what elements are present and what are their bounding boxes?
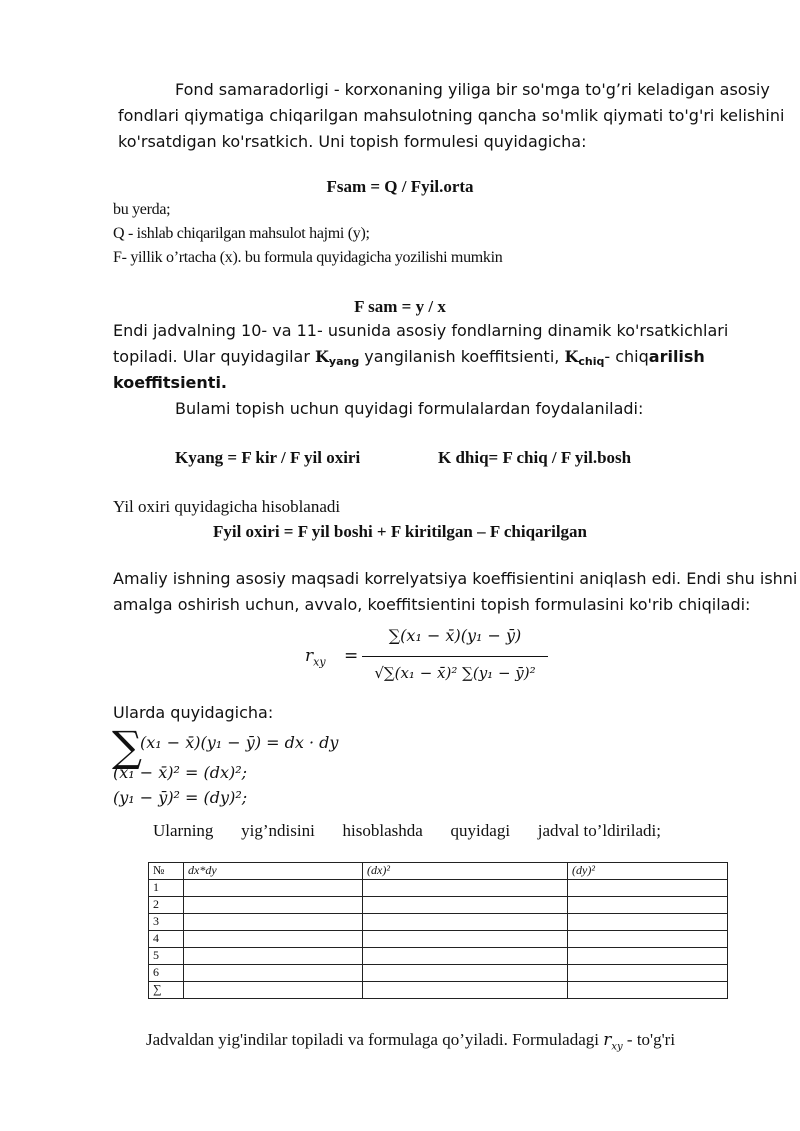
formula-kyang: Kyang = F kir / F yil oxiri (175, 448, 361, 467)
para1-line1: Fond samaradorligi - korxonaning yiliga bir so'mga to'g’ri keladigan asosiy (175, 80, 770, 99)
table-row: 3 (149, 914, 728, 931)
formula-kchiq: K dhiq= F chiq / F yil.bosh (438, 448, 632, 467)
table-row: 4 (149, 931, 728, 948)
corr-lhs: $r_{xy}$ (305, 646, 326, 669)
formula-fsam: Fsam = Q / Fyil.orta (326, 177, 474, 196)
sum-equation: (x₁ − x̄)(y₁ − ȳ) = dx · dy (140, 733, 339, 752)
table-row: 6 (149, 965, 728, 982)
header-dy2: (dy)² (568, 863, 728, 880)
header-dx2: (dx)² (363, 863, 568, 880)
para4-line2: amalga oshirish uchun, avvalo, koeffitsientini topish formulasini ko'rib chiqiladi: (113, 595, 751, 614)
para1-line3: ko'rsatdigan ko'rsatkich. Uni topish formulesi quyidagicha: (118, 132, 587, 151)
table-row: 5 (149, 948, 728, 965)
table-row: 1 (149, 880, 728, 897)
para3-line1: Yil oxiri quyidagicha hisoblanadi (113, 497, 341, 516)
formula-fyil-oxiri: Fyil oxiri = F yil boshi + F kiritilgan – F chiqarilgan (212, 522, 588, 541)
square-dy: (y₁ − ȳ)² = (dy)²; (113, 788, 248, 807)
header-no: № (149, 863, 184, 880)
header-dxdy: dx*dy (184, 863, 363, 880)
para2-line1: Endi jadvalning 10- va 11- usunida asosiy fondlarning dinamik ko'rsatkichlari (113, 321, 729, 340)
para2-line3: koeffitsienti. (113, 373, 228, 392)
corr-denominator: √∑(x₁ − x̄)² ∑(y₁ − ȳ)² (374, 664, 536, 682)
final-line: Jadvaldan yig'indilar topiladi va formulaga qo’yiladi. Formuladagi $r_{xy} - to'g'ri$ (146, 1030, 676, 1053)
defs-line3: F- yillik o’rtacha (x). bu formula quyidagicha yozilishi mumkin (113, 249, 503, 266)
para2-line2: topiladi. Ular quyidagilar $K_{yang}$ yangilanish koeffitsienti, $K_{chiq}-$ chiqarilish (113, 347, 705, 368)
defs-line2: Q - ishlab chiqarilgan mahsulot hajmi (y); (113, 225, 370, 242)
sigma-icon: ∑ (112, 722, 142, 771)
table-header-row (149, 863, 728, 880)
corr-numerator: ∑(x₁ − x̄)(y₁ − ȳ) (388, 626, 522, 645)
defs-line1: bu yerda; (113, 201, 171, 218)
calc-table (148, 862, 728, 999)
para1-line2: fondlari qiymatiga chiqarilgan mahsulotning qancha so'mlik qiymati to'g'ri kelishini (118, 106, 785, 125)
formula-fsam-yx: F sam = y / x (354, 297, 446, 316)
table-intro-line: Ularning yig’ndisini hisoblashda quyidagi jadval to’ldiriladi; (153, 821, 661, 840)
corr-eq: = (344, 646, 359, 666)
fraction-bar (362, 656, 548, 657)
para2-line4: Bulami topish uchun quyidagi formulalardan foydalaniladi: (175, 399, 644, 418)
table-sum-row: ∑ (149, 982, 728, 999)
table-row: 2 (149, 897, 728, 914)
square-dx: (x₁ − x̄)² = (dx)²; (113, 763, 248, 782)
ularda-label: Ularda quyidagicha: (113, 703, 274, 722)
para4-line1: Amaliy ishning asosiy maqsadi korrelyatsiya koeffisientini aniqlash edi. Endi shu ishni (113, 569, 798, 588)
